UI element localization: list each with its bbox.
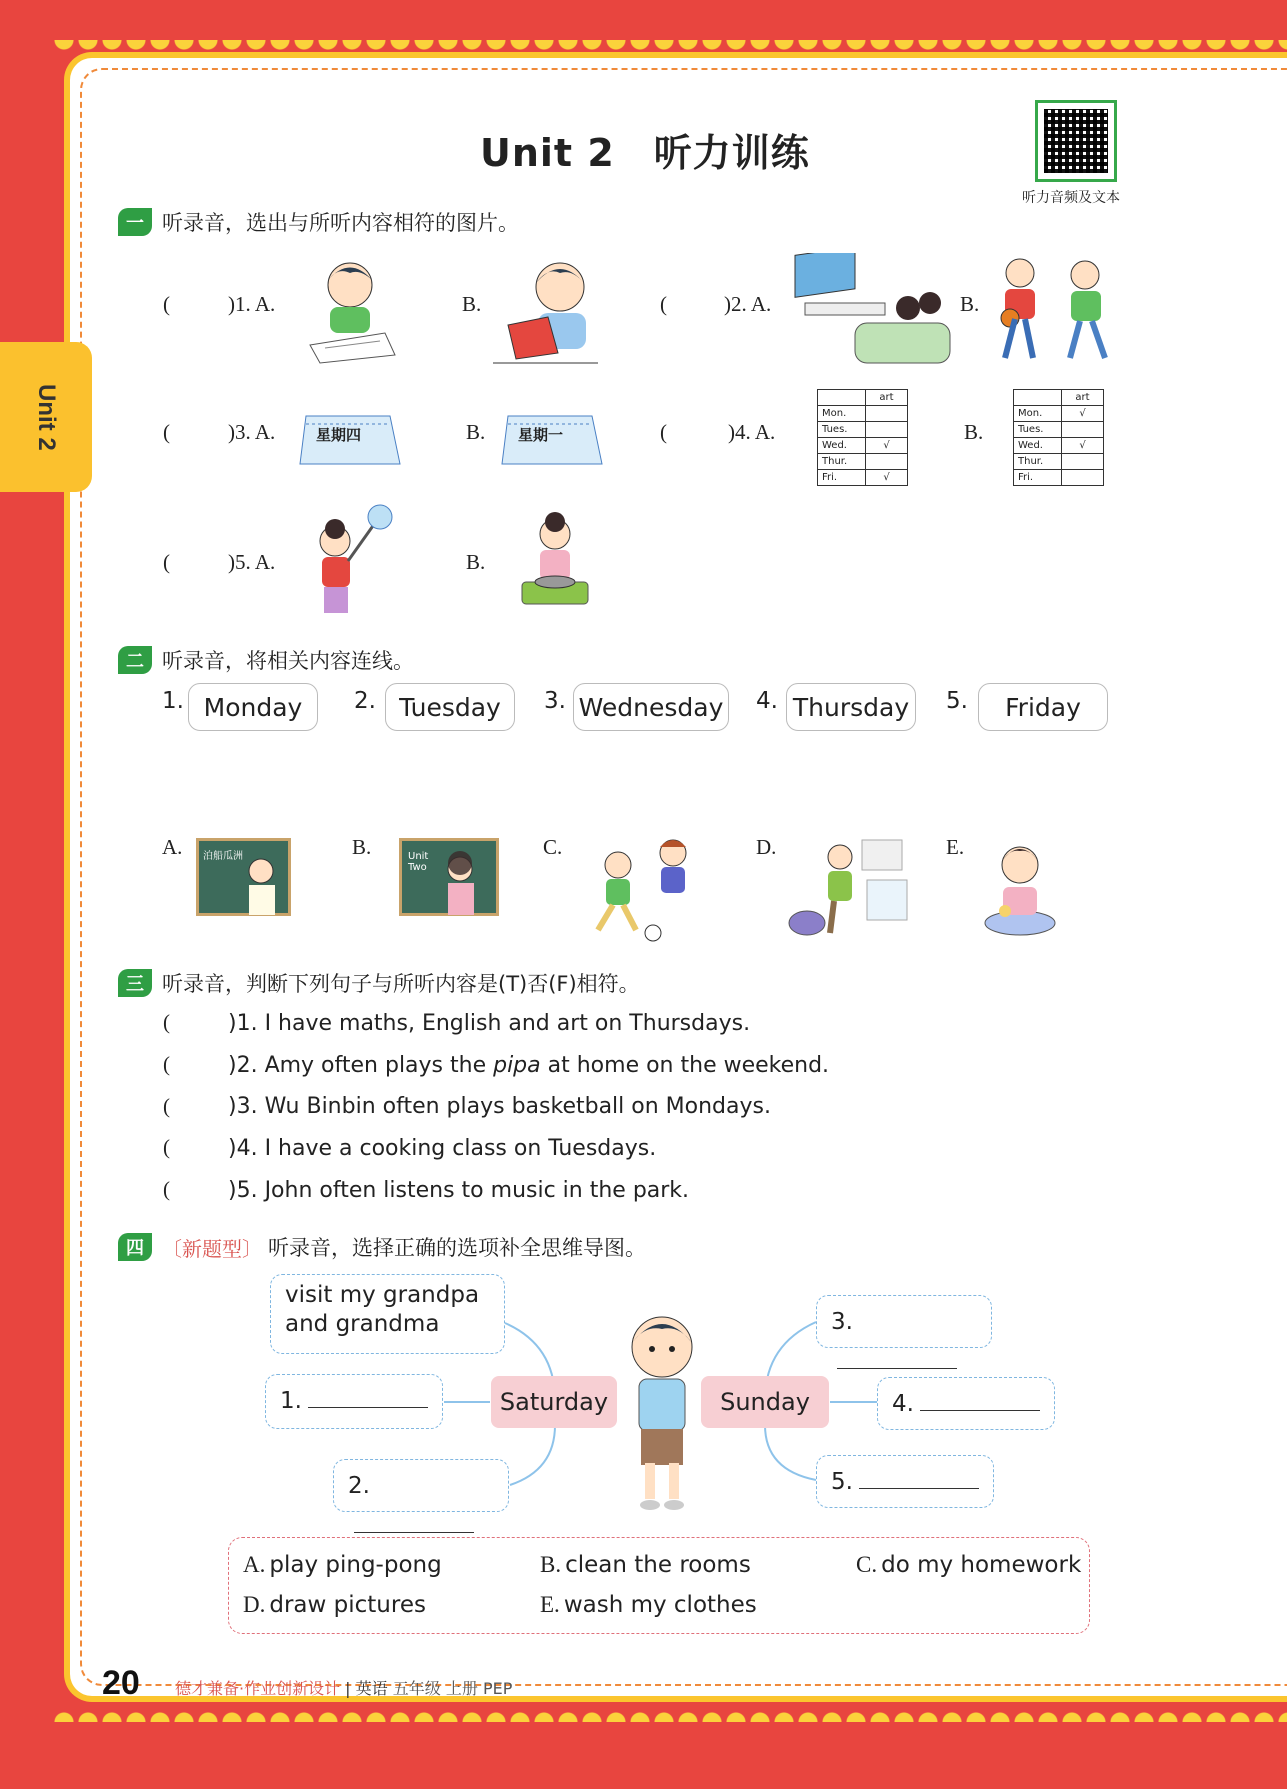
day-card-monday[interactable]: Monday <box>188 683 318 731</box>
mind-map-sunday: Sunday <box>701 1376 829 1428</box>
mind-map-blank-1[interactable]: 1. <box>265 1374 443 1429</box>
question-1-number: )1. A. <box>228 292 276 316</box>
day-card-wednesday[interactable]: Wednesday <box>573 683 729 731</box>
option-b: B. clean the rooms <box>540 1552 751 1578</box>
day-card-tuesday[interactable]: Tuesday <box>385 683 515 731</box>
day-number: 1. <box>162 688 184 714</box>
timetable-b[interactable]: art Mon. √ Tues. Wed. √ Thur. Fri. <box>1013 389 1104 486</box>
section-instruction: 听录音，选择正确的选项补全思维导图。 <box>268 1236 646 1260</box>
option-letter: B. <box>352 835 372 859</box>
desk-calendar-thursday[interactable]: 星期四 <box>298 410 403 470</box>
mind-map-blank-2[interactable]: 2. <box>333 1459 509 1512</box>
mind-map-blank-5[interactable]: 5. <box>816 1455 994 1508</box>
question-2-number: )2. A. <box>724 292 772 316</box>
statement-3: )3. Wu Binbin often plays basketball on Mondays. <box>228 1094 771 1119</box>
footer-series-info: 德才兼备·作业创新设计 | 英语 五年级 上册 PEP <box>175 1679 513 1698</box>
option-b-letter: B. <box>960 292 980 316</box>
option-c: C. do my homework <box>856 1552 1082 1578</box>
option-letter: A. <box>162 835 183 859</box>
teacher-chinese-board-picture[interactable]: 泊船瓜洲 <box>196 838 291 916</box>
desk-calendar-monday[interactable]: 星期一 <box>500 410 605 470</box>
page-title: Unit 2 听力训练 <box>480 131 810 175</box>
section-instruction: 听录音，判断下列句子与所听内容是(T)否(F)相符。 <box>162 972 640 996</box>
section-badge: 一 <box>118 208 152 236</box>
section-badge: 二 <box>118 646 152 674</box>
option-b-letter: B. <box>462 292 482 316</box>
option-a: A. play ping-pong <box>243 1552 442 1578</box>
question-4-number: )4. A. <box>728 420 776 444</box>
question-3-number: )3. A. <box>228 420 276 444</box>
option-d: D. draw pictures <box>243 1592 426 1618</box>
answer-paren[interactable]: ( <box>163 1052 170 1076</box>
option-e: E. wash my clothes <box>540 1592 757 1618</box>
mind-map-blank-3[interactable]: 3. <box>816 1295 992 1348</box>
mind-map-given-activity: visit my grandpa and grandma <box>270 1274 505 1354</box>
option-letter: C. <box>543 835 563 859</box>
answer-paren[interactable]: ( <box>660 292 667 316</box>
answer-paren[interactable]: ( <box>163 420 170 444</box>
option-b-letter: B. <box>466 550 486 574</box>
day-number: 3. <box>544 688 566 714</box>
mind-map-saturday: Saturday <box>491 1376 617 1428</box>
statement-2: )2. Amy often plays the pipa at home on the weekend. <box>228 1053 830 1078</box>
timetable-a[interactable]: art Mon. Tues. Wed. √ Thur. Fri. √ <box>817 389 908 486</box>
section-badge: 三 <box>118 969 152 997</box>
option-letter: E. <box>946 835 965 859</box>
day-number: 4. <box>756 688 778 714</box>
mind-map-blank-4[interactable]: 4. <box>877 1377 1055 1430</box>
option-letter: D. <box>756 835 777 859</box>
day-number: 5. <box>946 688 968 714</box>
option-b-letter: B. <box>964 420 984 444</box>
unit-side-tab: Unit 2 <box>0 342 92 492</box>
new-question-type-tag: 〔新题型〕 <box>162 1236 262 1261</box>
section-instruction: 听录音，选出与所听内容相符的图片。 <box>162 211 519 235</box>
qr-label: 听力音频及文本 <box>1022 190 1120 206</box>
day-card-friday[interactable]: Friday <box>978 683 1108 731</box>
statement-4: )4. I have a cooking class on Tuesdays. <box>228 1136 657 1161</box>
day-card-thursday[interactable]: Thursday <box>786 683 916 731</box>
question-5-number: )5. A. <box>228 550 276 574</box>
page-number: 20 <box>102 1664 140 1702</box>
statement-1: )1. I have maths, English and art on Thursdays. <box>228 1011 751 1036</box>
answer-paren[interactable]: ( <box>660 420 667 444</box>
answer-paren[interactable]: ( <box>163 1135 170 1159</box>
teacher-english-board-picture[interactable]: Unit Two <box>399 838 499 916</box>
answer-paren[interactable]: ( <box>163 550 170 574</box>
answer-paren[interactable]: ( <box>163 1010 170 1034</box>
section-badge: 四 <box>118 1233 152 1261</box>
answer-paren[interactable]: ( <box>163 1177 170 1201</box>
boy-standing-picture <box>617 1305 707 1515</box>
section-instruction: 听录音，将相关内容连线。 <box>162 649 414 673</box>
day-number: 2. <box>354 688 376 714</box>
answer-paren[interactable]: ( <box>163 1094 170 1118</box>
answer-paren[interactable]: ( <box>163 292 170 316</box>
statement-5: )5. John often listens to music in the park. <box>228 1178 690 1203</box>
option-b-letter: B. <box>466 420 486 444</box>
